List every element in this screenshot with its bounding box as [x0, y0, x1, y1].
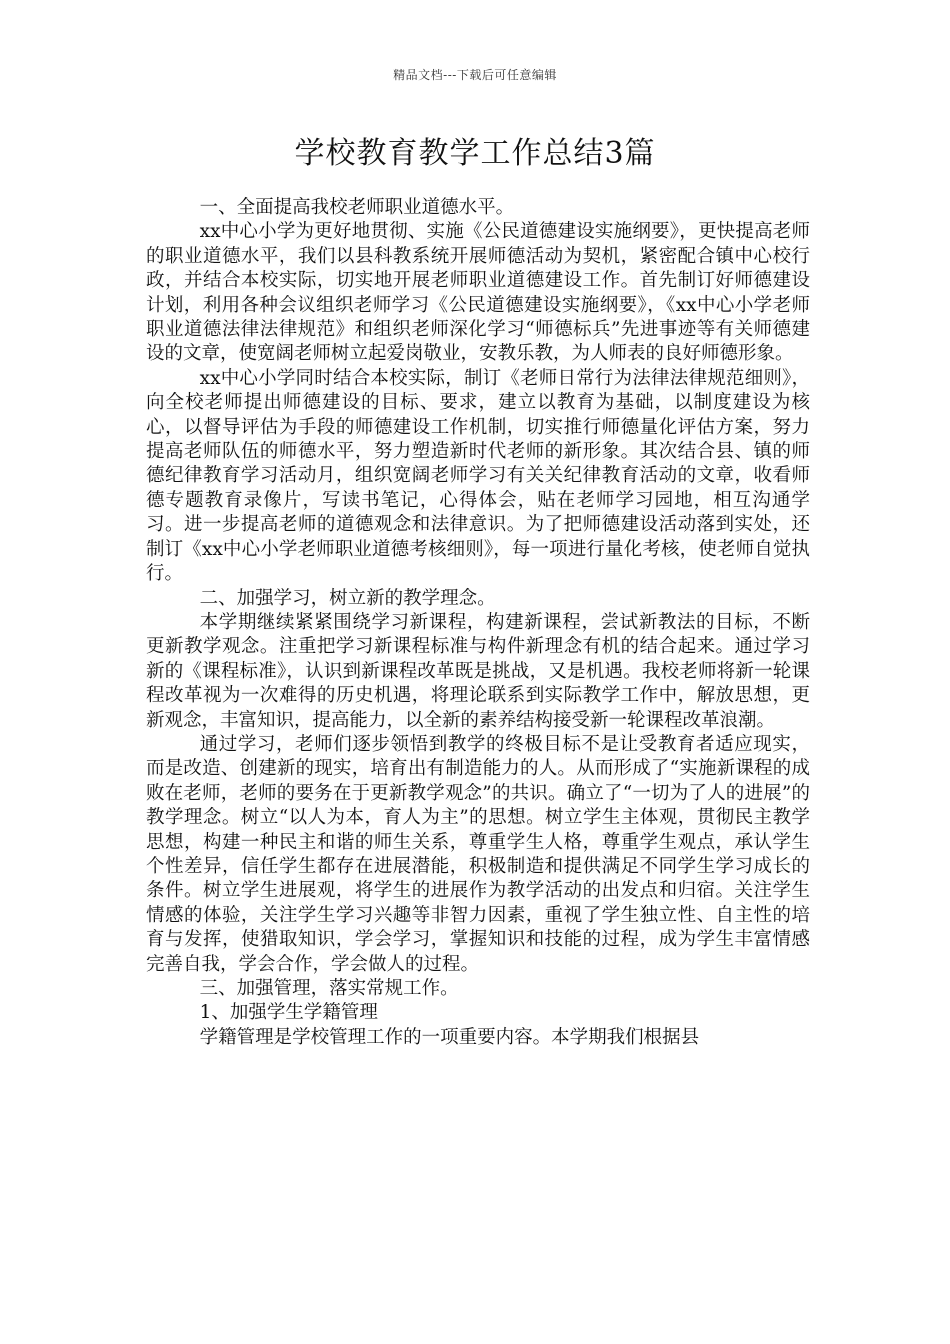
header-note: 精品文档---下载后可任意编辑 [393, 68, 557, 82]
document-body [146, 196, 810, 1050]
paragraph: 通过学习，老师们逐步领悟到教学的终极目标不是让受教育者适应现实，而是改造、创建新的现实，培育出有制造能力的人。从而形成了“实施新课程的成败在老师，老师的要务在于更新教学观念”的共识。确立了“一切为了人的进展”的教学理念。树立“以人为本，育人为主”的思想。树立学生主体观，贯彻民主教学思想，构建一种民主和谐的师生关系，尊重学生人格，尊重学生观点，承认学生个性差异，信任学生都存在进展潜能，积极制造和提供满足不同学生学习成长的条件。树立学生进展观，将学生的进展作为教学活动的出发点和归宿。关注学生情感的体验，关注学生学习兴趣等非智力因素，重视了学生独立性、自主性的培育与发挥，使猎取知识，学会学习，掌握知识和技能的过程，成为学生丰富情感完善自我，学会合作，学会做人的过程。 [146, 733, 810, 975]
paragraph: xx中心小学为更好地贯彻、实施《公民道德建设实施纲要》，更快提高老师的职业道德水平，我们以县科教系统开展师德活动为契机，紧密配合镇中心校行政，并结合本校实际，切实地开展老师职业道德建设工作。首先制订好师德建设计划，利用各种会议组织老师学习《公民道德建设实施纲要》，《xx中心小学老师职业道德法律法律规范》和组织老师深化学习“师德标兵”先进事迹等有关师德建设的文章，使宽阔老师树立起爱岗敬业，安教乐教，为人师表的良好师德形象。 [146, 221, 810, 365]
section-heading-2: 二、加强学习，树立新的教学理念。 [199, 587, 496, 609]
section-heading-3: 三、加强管理，落实常规工作。 [199, 978, 459, 999]
section-heading-1: 一、全面提高我校老师职业道德水平。 [199, 197, 515, 218]
paragraph: xx中心小学同时结合本校实际，制订《老师日常行为法律法律规范细则》，向全校老师提出师德建设的目标、要求，建立以教育为基础，以制度建设为核心，以督导评估为手段的师德建设工作机制，切实推行师德量化评估方案，努力提高老师队伍的师德水平，努力塑造新时代老师的新形象。其次结合县、镇的师德纪律教育学习活动月，组织宽阔老师学习有关关纪律教育活动的文章，收看师德专题教育录像片，写读书笔记，心得体会，贴在老师学习园地，相互沟通学习。进一步提高老师的道德观念和法律意识。为了把师德建设活动落到实处，还制订《xx中心小学老师职业道德考核细则》，每一项进行量化考核，使老师自觉执行。 [146, 367, 810, 585]
document-title: 学校教育教学工作总结3篇 [294, 136, 656, 171]
paragraph: 本学期继续紧紧围绕学习新课程，构建新课程，尝试新教法的目标，不断更新教学观念。注重把学习新课程标准与构件新理念有机的结合起来。通过学习新的《课程标准》，认识到新课程改革既是挑战，又是机遇。我校老师将新一轮课程改革视为一次难得的历史机遇，将理论联系到实际教学工作中，解放思想，更新观念，丰富知识，提高能力，以全新的素养结构接受新一轮课程改革浪潮。 [146, 611, 810, 731]
subsection-heading-1: 1、加强学生学籍管理 [199, 1002, 378, 1024]
paragraph: 学籍管理是学校管理工作的一项重要内容。本学期我们根据县 [199, 1026, 700, 1048]
